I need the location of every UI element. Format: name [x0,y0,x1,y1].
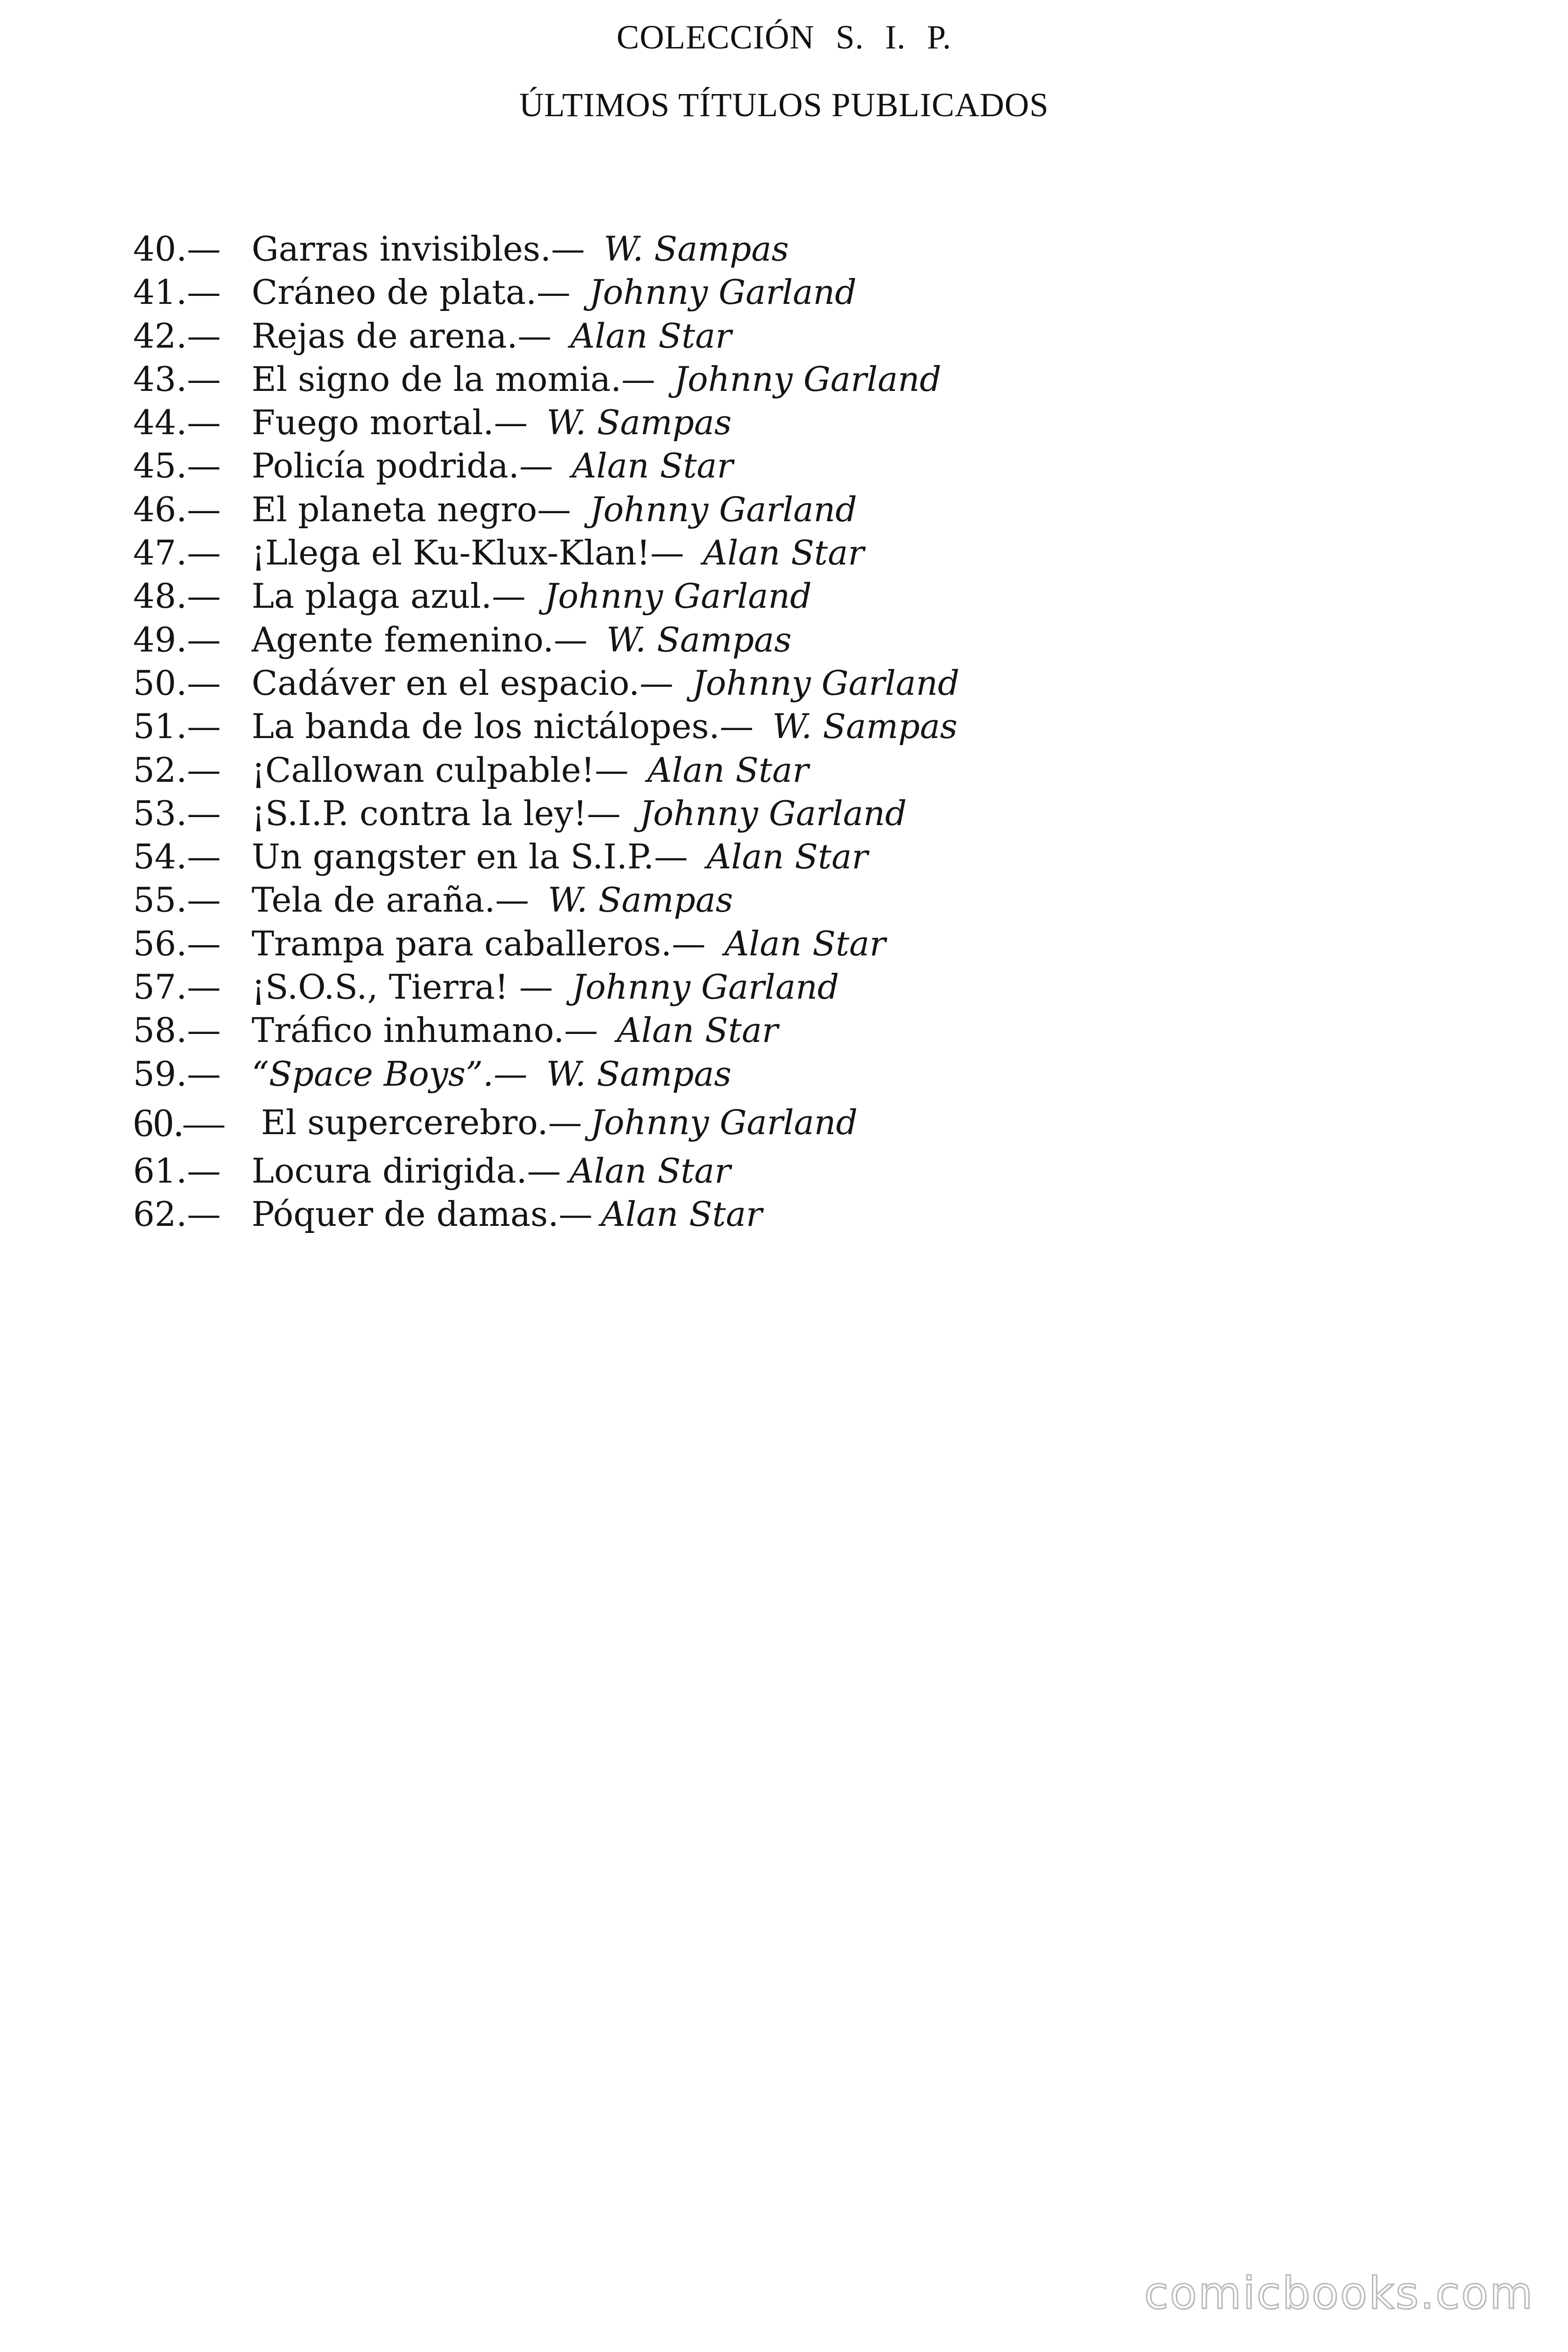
entry-number: 43.— [133,359,221,399]
list-item [133,748,959,792]
entry-title: Fuego mortal.— [252,403,528,443]
list-item [133,1009,959,1052]
entry-number: 62.— [133,1194,221,1234]
entry-number: 61.— [133,1151,221,1191]
list-item [133,965,959,1009]
entry-title: Tráfico inhumano.— [252,1010,598,1050]
entry-author: W. Sampas [603,229,789,269]
list-item [133,618,959,661]
entry-number: 53.— [133,793,221,833]
entry-title: El planeta negro— [252,489,571,529]
entry-title: ¡S.I.P. contra la ley!— [252,793,621,833]
list-item [133,227,959,270]
entry-number: 40.— [133,229,221,269]
section-title: ÚLTIMOS TÍTULOS PUBLICADOS [519,86,1049,124]
entry-title: Cadáver en el espacio.— [252,663,673,703]
titles-list [133,227,959,1236]
entry-title: Un gangster en la S.I.P.— [252,837,688,877]
entry-number: 45.— [133,446,221,486]
entry-number: 55.— [133,880,221,920]
entry-author: Alan Star [570,316,732,356]
entry-title: ¡Llega el Ku-Klux-Klan!— [252,533,684,573]
list-item [133,401,959,444]
entry-author: Johnny Garland [590,1102,858,1142]
entry-author: Johnny Garland [674,359,942,399]
entry-number: 48.— [133,576,221,616]
entry-number: 57.— [133,967,221,1007]
entry-number: 42.— [133,316,221,356]
entry-number: 46.— [133,489,221,529]
entry-title: El supercerebro.— [261,1102,582,1142]
list-item [133,705,959,748]
list-item [133,270,959,314]
entry-author: Alan Star [647,750,809,790]
entry-author: Alan Star [569,1151,731,1191]
entry-title: El signo de la momia.— [252,359,656,399]
entry-title: Trampa para caballeros.— [252,923,706,963]
list-item [133,835,959,878]
list-item [133,314,959,358]
entry-author: Alan Star [617,1010,778,1050]
entry-title: Policía podrida.— [252,446,553,486]
list-item [133,574,959,618]
entry-number: 52.— [133,750,221,790]
entry-number: 54.— [133,837,221,877]
list-item [133,1192,959,1236]
list-item [133,1052,959,1096]
entry-author: Alan Star [601,1194,762,1234]
entry-author: Alan Star [724,923,886,963]
entry-title: La plaga azul.— [252,576,526,616]
list-item [133,488,959,531]
list-item [133,358,959,401]
entry-author: Alan Star [706,837,868,877]
entry-title: “Space Boys”.— [252,1054,528,1094]
list-item [133,792,959,835]
entry-title: ¡S.O.S., Tierra! — [252,967,553,1007]
entry-author: W. Sampas [546,1054,732,1094]
entry-author: Johnny Garland [590,489,857,529]
entry-number: 50.— [133,663,221,703]
entry-title: Póquer de damas.— [252,1194,593,1234]
list-item [133,922,959,965]
entry-title: Agente femenino.— [252,620,588,660]
entry-title: La banda de los nictálopes.— [252,707,754,747]
entry-author: W. Sampas [546,403,732,443]
entry-number: 44.— [133,403,221,443]
entry-title: Cráneo de plata.— [252,272,571,312]
entry-number: 41.— [133,272,221,312]
entry-number: 59.— [133,1054,221,1094]
entry-author: W. Sampas [547,880,733,920]
list-item [133,531,959,574]
entry-title: Tela de araña.— [252,880,529,920]
entry-author: Johnny Garland [544,576,812,616]
watermark: comicbooks.com [1144,2268,1534,2319]
entry-number: 58.— [133,1010,221,1050]
entry-number: 60.— [133,1099,224,1145]
entry-author: Johnny Garland [571,967,839,1007]
entry-title: Rejas de arena.— [252,316,552,356]
entry-title: ¡Callowan culpable!— [252,750,629,790]
entry-author: W. Sampas [772,707,958,747]
entry-author: Johnny Garland [589,272,857,312]
entry-author: W. Sampas [606,620,792,660]
list-item [133,1149,959,1192]
entry-title: Garras invisibles.— [252,229,585,269]
entry-author: Alan Star [571,446,733,486]
entry-author: Johnny Garland [639,793,907,833]
collection-title: COLECCIÓN S. I. P. [616,18,952,56]
list-item [133,1096,959,1149]
list-item [133,444,959,487]
entry-number: 56.— [133,923,221,963]
entry-number: 49.— [133,620,221,660]
entry-title: Locura dirigida.— [252,1151,561,1191]
entry-author: Johnny Garland [692,663,960,703]
list-item [133,878,959,922]
entry-number: 51.— [133,707,221,747]
list-item [133,661,959,705]
entry-author: Alan Star [703,533,864,573]
entry-number: 47.— [133,533,221,573]
